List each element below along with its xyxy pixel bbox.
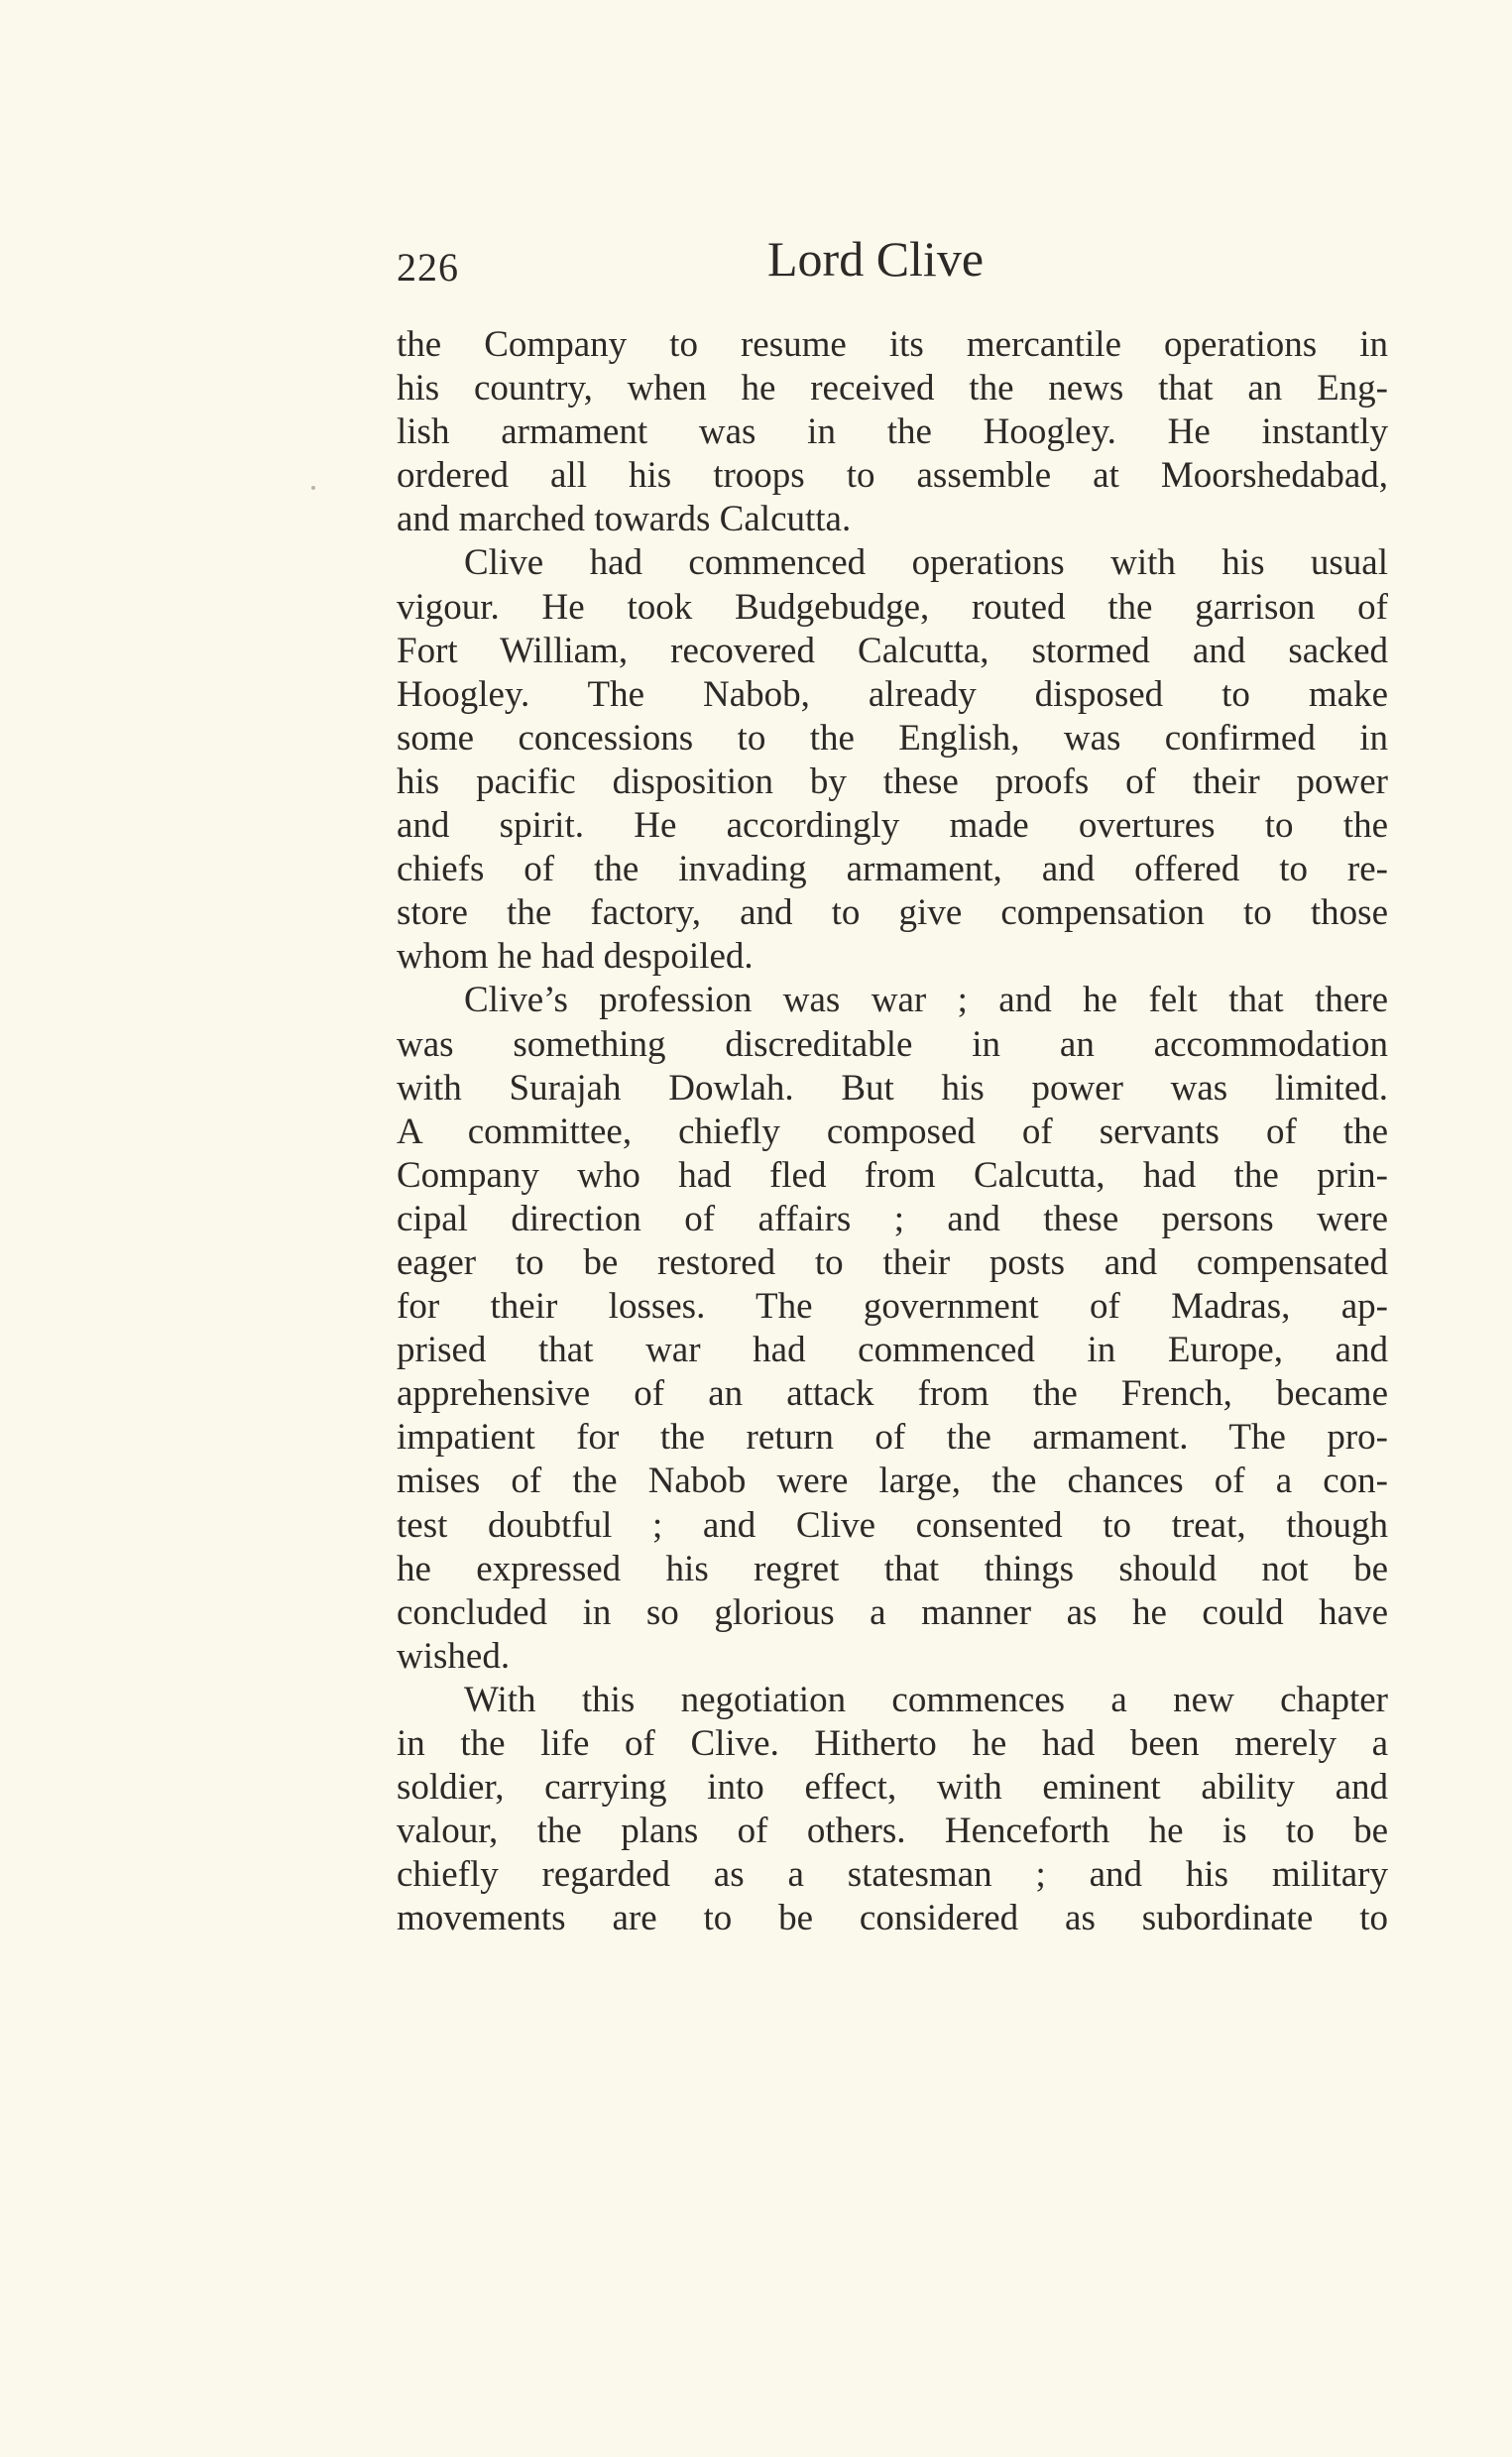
running-title: Lord Clive bbox=[767, 231, 985, 287]
text-line: Hoogley. The Nabob, already disposed to make bbox=[397, 673, 1388, 715]
text-line: vigour. He took Budgebudge, routed the garrison of bbox=[397, 586, 1388, 628]
paragraph-first-line: With this negotiation commences a new chapter bbox=[464, 1679, 1388, 1720]
page-number: 226 bbox=[397, 245, 459, 290]
text-line: mises of the Nabob were large, the chances of a con- bbox=[397, 1461, 1388, 1502]
paragraph-first-line: Clive had commenced operations with his usual bbox=[464, 542, 1388, 584]
text-line: ordered all his troops to assemble at Moorshedabad, bbox=[397, 455, 1388, 497]
text-line: the Company to resume its mercantile operations in bbox=[397, 324, 1388, 365]
text-line: test doubtful ; and Clive consented to treat, though bbox=[397, 1504, 1388, 1546]
text-line: valour, the plans of others. Henceforth he is to be bbox=[397, 1811, 1388, 1852]
text-line: apprehensive of an attack from the French, became bbox=[397, 1373, 1388, 1415]
text-line: his pacific disposition by these proofs of their power bbox=[397, 760, 1388, 802]
body-text bbox=[397, 323, 1388, 1940]
text-line: prised that war had commenced in Europe, and bbox=[397, 1330, 1388, 1371]
text-line: was something discreditable in an accommodation bbox=[397, 1023, 1388, 1065]
text-line: Company who had fled from Calcutta, had the prin- bbox=[397, 1154, 1388, 1196]
text-line: lish armament was in the Hoogley. He instantly bbox=[397, 411, 1388, 453]
text-line: movements are to be considered as subordinate to bbox=[397, 1898, 1388, 1939]
text-line: cipal direction of affairs ; and these persons were bbox=[397, 1198, 1388, 1239]
text-line: chiefs of the invading armament, and offered to re- bbox=[397, 849, 1388, 890]
text-line: and spirit. He accordingly made overtures to the bbox=[397, 805, 1388, 847]
text-line: some concessions to the English, was confirmed in bbox=[397, 717, 1388, 759]
text-line: for their losses. The government of Madras, ap- bbox=[397, 1286, 1388, 1328]
text-line: in the life of Clive. Hitherto he had been merely a bbox=[397, 1723, 1388, 1764]
text-line: whom he had despoiled. bbox=[397, 936, 754, 978]
text-line: eager to be restored to their posts and compensated bbox=[397, 1241, 1388, 1283]
text-line: and marched towards Calcutta. bbox=[397, 499, 852, 540]
text-line: Fort William, recovered Calcutta, stormed and sacked bbox=[397, 630, 1388, 671]
text-line: wished. bbox=[397, 1635, 511, 1677]
paragraph-first-line: Clive’s profession was war ; and he felt that there bbox=[464, 980, 1388, 1021]
text-line: with Surajah Dowlah. But his power was limited. bbox=[397, 1067, 1388, 1109]
paper-speck bbox=[311, 486, 315, 490]
text-line: his country, when he received the news that an Eng- bbox=[397, 368, 1388, 410]
text-line: chiefly regarded as a statesman ; and his military bbox=[397, 1854, 1388, 1896]
running-head bbox=[397, 230, 1388, 299]
text-line: store the factory, and to give compensation to those bbox=[397, 892, 1388, 934]
text-line: A committee, chiefly composed of servants of the bbox=[397, 1111, 1388, 1152]
text-line: impatient for the return of the armament. The pro- bbox=[397, 1417, 1388, 1459]
text-line: he expressed his regret that things should not be bbox=[397, 1548, 1388, 1589]
text-line: soldier, carrying into effect, with eminent ability and bbox=[397, 1767, 1388, 1809]
text-line: concluded in so glorious a manner as he could have bbox=[397, 1591, 1388, 1633]
